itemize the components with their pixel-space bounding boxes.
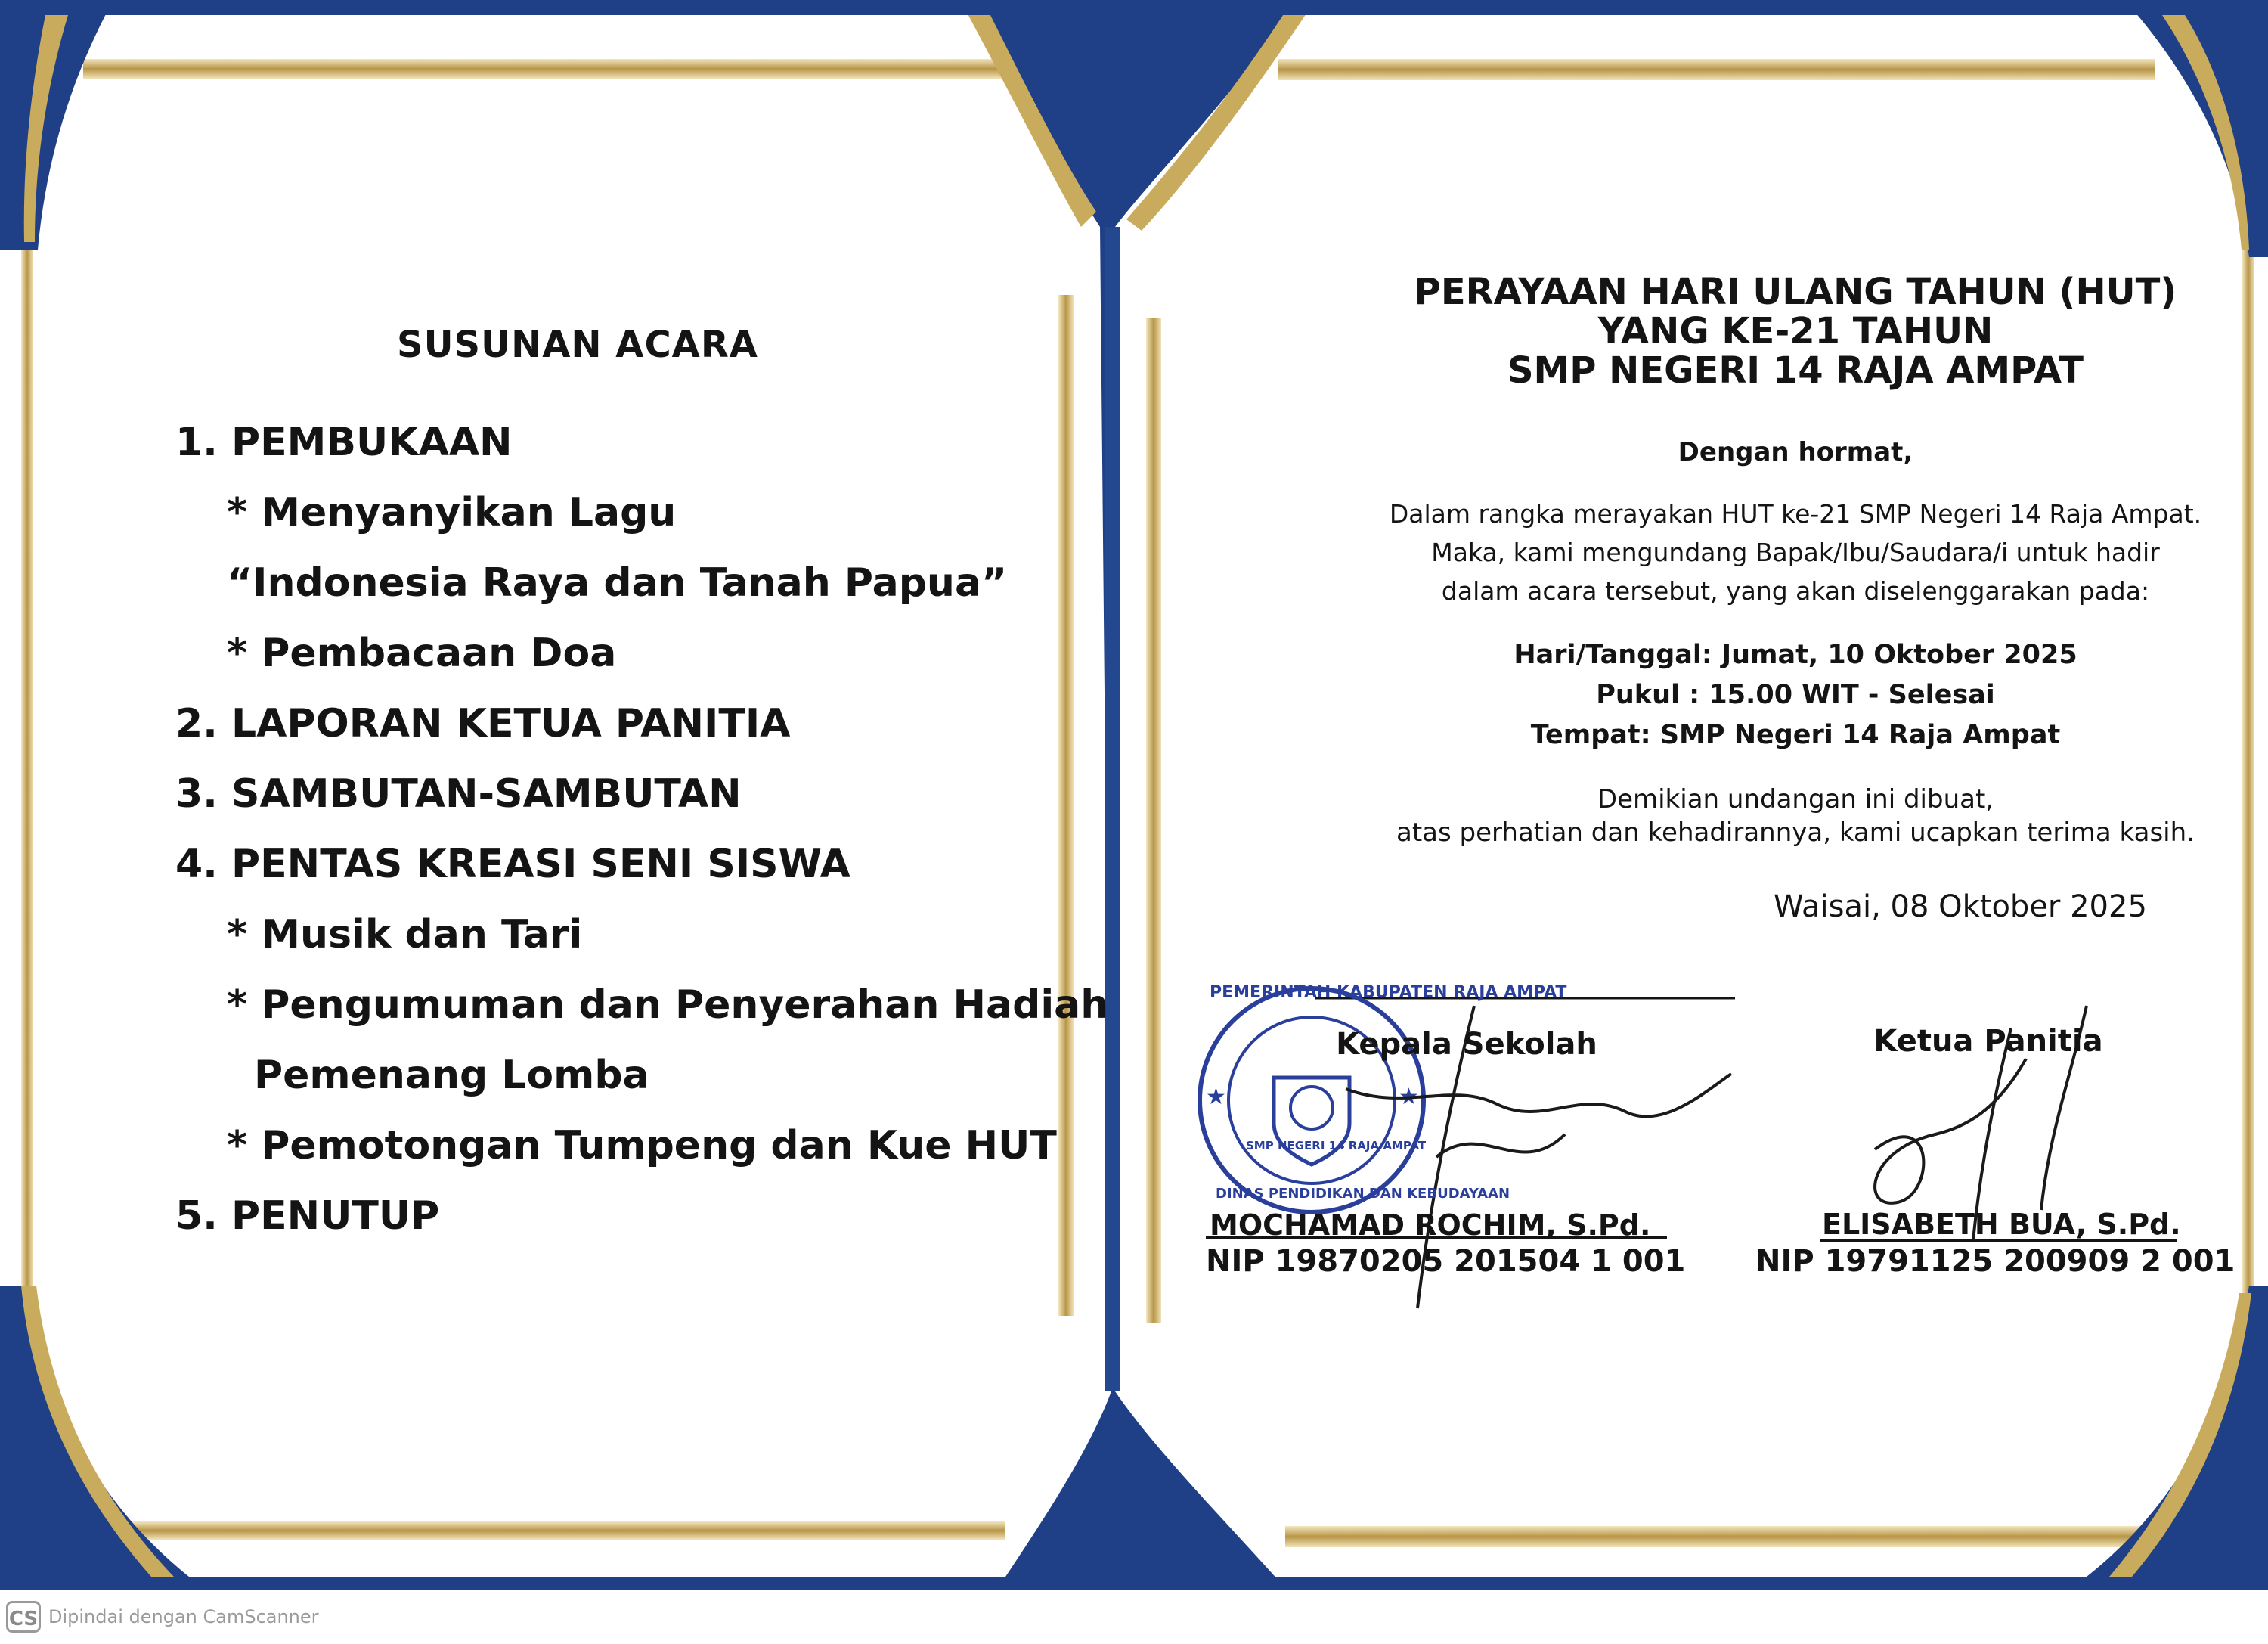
svg-text:★: ★ xyxy=(1206,1084,1226,1110)
gold-rail-right-outer xyxy=(2242,250,2254,1293)
gold-rail-bottom-left xyxy=(83,1521,1005,1540)
invitation-title xyxy=(1240,272,2268,390)
nip-ketua-panitia: NIP 19791125 200909 2 001 xyxy=(1755,1244,2235,1279)
gold-rail-left-inner xyxy=(1058,295,1074,1316)
event-time: Pukul : 15.00 WIT - Selesai xyxy=(1596,680,1995,710)
program-subitem: * Menyanyikan Lagu xyxy=(227,490,677,535)
name-kepala-sekolah: MOCHAMAD ROCHIM, S.Pd. xyxy=(1210,1208,1651,1242)
event-place: Tempat: SMP Negeri 14 Raja Ampat xyxy=(1530,720,2061,750)
school-stamp xyxy=(1200,988,1427,1212)
gold-rail-top-left xyxy=(83,59,1005,79)
nip-kepala-sekolah: NIP 19870205 201504 1 001 xyxy=(1206,1244,1686,1279)
program-subitem: * Pengumuman dan Penyerahan Hadiah xyxy=(227,982,1109,1028)
program-item: 4. PENTAS KREASI SENI SISWA xyxy=(175,842,850,887)
program-item: 2. LAPORAN KETUA PANITIA xyxy=(175,701,791,746)
program-subitem: * Musik dan Tari xyxy=(227,912,583,957)
gold-rail-top-right xyxy=(1278,59,2155,80)
program-subitem: “Indonesia Raya dan Tanah Papua” xyxy=(227,560,1008,606)
greeting: Dengan hormat, xyxy=(1678,437,1913,467)
program-item: 5. PENUTUP xyxy=(175,1193,440,1239)
camscanner-text: Dipindai dengan CamScanner xyxy=(48,1606,319,1627)
camscanner-logo: CS xyxy=(6,1601,41,1633)
title-line: YANG KE-21 TAHUN xyxy=(1597,310,1994,352)
program-item: 3. SAMBUTAN-SAMBUTAN xyxy=(175,771,742,817)
name-ketua-panitia: ELISABETH BUA, S.Pd. xyxy=(1822,1208,2181,1241)
closing-line: atas perhatian dan kehadirannya, kami ucapkan terima kasih. xyxy=(1396,817,2195,848)
gold-rail-right-inner xyxy=(1146,318,1161,1323)
center-spine-line xyxy=(1105,227,1120,1391)
gold-rail-bottom-right xyxy=(1285,1526,2170,1547)
event-date: Hari/Tanggal: Jumat, 10 Oktober 2025 xyxy=(1514,640,2077,670)
body-line: Maka, kami mengundang Bapak/Ibu/Saudara/i untuk hadir xyxy=(1431,538,2160,567)
stamp-inner-text: SMP NEGERI 14 RAJA AMPAT xyxy=(1246,1139,1427,1152)
gold-rail-left-outer xyxy=(21,242,33,1286)
top-band xyxy=(0,0,2268,15)
program-subitem: * Pembacaan Doa xyxy=(227,631,617,676)
program-title: SUSUNAN ACARA xyxy=(397,324,758,366)
svg-text:★: ★ xyxy=(1399,1084,1419,1110)
program-subitem: * Pemotongan Tumpeng dan Kue HUT xyxy=(227,1123,1057,1168)
role-ketua-panitia: Ketua Panitia xyxy=(1873,1024,2103,1059)
closing-line: Demikian undangan ini dibuat, xyxy=(1597,784,1994,814)
stamp-outer-text: PEMERINTAH KABUPATEN RAJA AMPAT xyxy=(1210,983,1567,1002)
role-kepala-sekolah: Kepala Sekolah xyxy=(1336,1027,1597,1062)
body-line: Dalam rangka merayakan HUT ke-21 SMP Negeri 14 Raja Ampat. xyxy=(1389,499,2202,529)
program-item: 1. PEMBUKAAN xyxy=(175,420,513,465)
title-line: PERAYAAN HARI ULANG TAHUN (HUT) xyxy=(1414,271,2177,313)
program-subitem: Pemenang Lomba xyxy=(254,1053,649,1098)
stamp-lower-text: DINAS PENDIDIKAN DAN KEBUDAYAAN xyxy=(1216,1186,1510,1202)
bottom-band xyxy=(0,1577,2268,1590)
place-date: Waisai, 08 Oktober 2025 xyxy=(1774,889,2147,924)
title-line: SMP NEGERI 14 RAJA AMPAT xyxy=(1507,349,2084,392)
body-line: dalam acara tersebut, yang akan diselenggarakan pada: xyxy=(1441,576,2150,606)
